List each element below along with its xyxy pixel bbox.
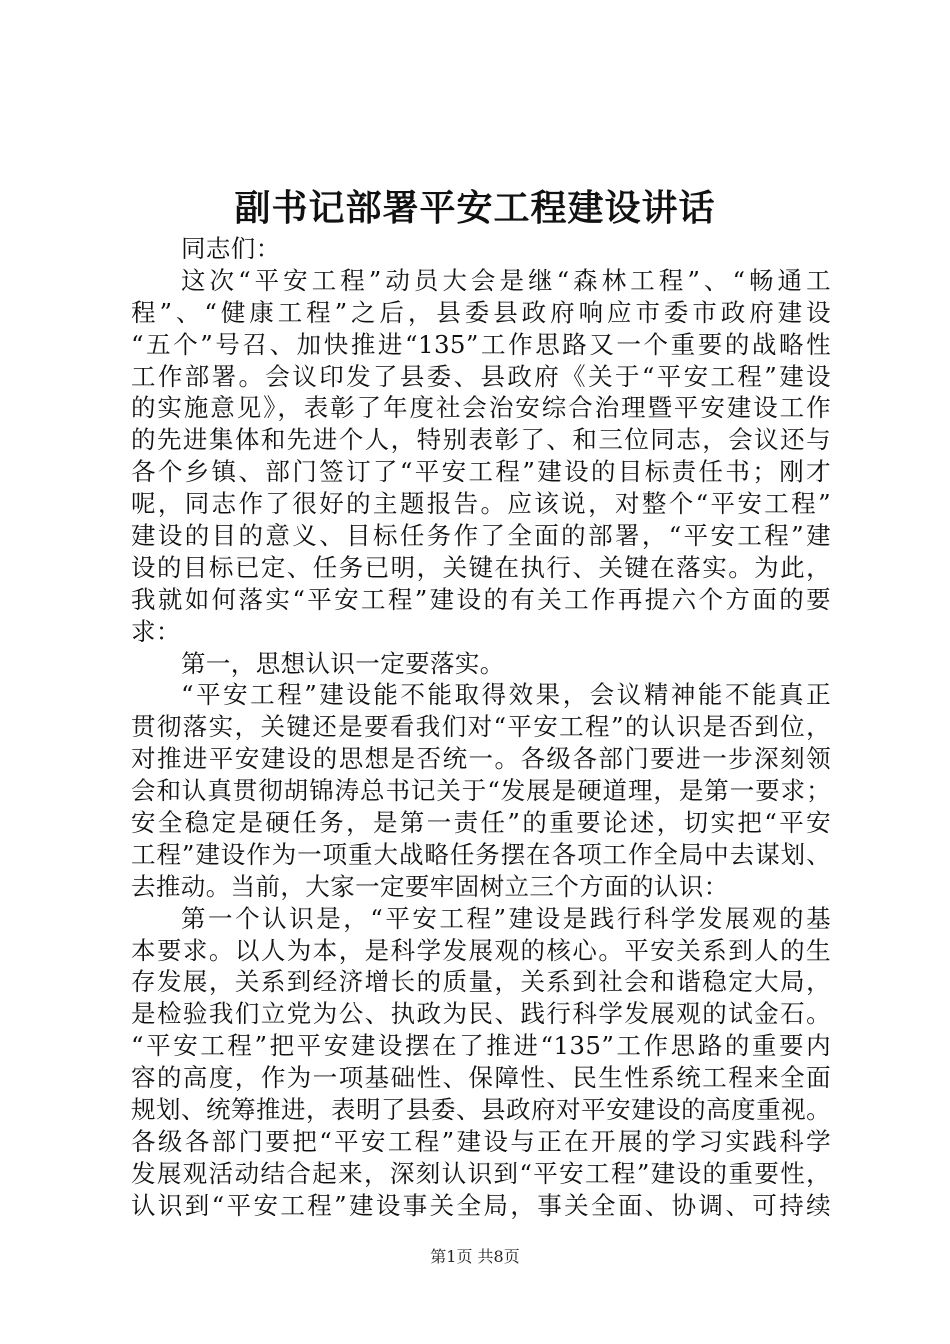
text-line: 工作部署。会议印发了县委、县政府《关于“平安工程”建设 (131, 361, 831, 391)
text-line: 同志们： (181, 234, 281, 263)
text-line: 本要求。以人为本，是科学发展观的核心。平安关系到人的生 (131, 935, 831, 965)
text-line: 存发展，关系到经济增长的质量，关系到社会和谐稳定大局， (131, 967, 831, 997)
text-line: 去推动。当前，大家一定要牢固树立三个方面的认识： (131, 871, 729, 901)
text-line: 建设的目的意义、目标任务作了全面的部署，“平安工程”建 (131, 521, 831, 551)
text-line: 的先进集体和先进个人，特别表彰了、和三位同志，会议还与 (131, 425, 831, 455)
text-line: 对推进平安建设的思想是否统一。各级各部门要进一步深刻领 (131, 744, 831, 774)
page-number-footer: 第1页 共8页 (430, 1247, 520, 1266)
document-body (131, 233, 831, 1222)
text-line: 工程”建设作为一项重大战略任务摆在各项工作全局中去谋划、 (131, 839, 831, 869)
text-line: 各个乡镇、部门签订了“平安工程”建设的目标责任书；刚才 (131, 457, 831, 487)
text-line: 各级各部门要把“平安工程”建设与正在开展的学习实践科学 (131, 1126, 831, 1156)
text-line: 第一个认识是，“平安工程”建设是践行科学发展观的基 (181, 903, 831, 933)
text-line: 程”、“健康工程”之后，县委县政府响应市委市政府建设 (131, 297, 831, 327)
text-line: 的实施意见》，表彰了年度社会治安综合治理暨平安建设工作 (131, 393, 831, 423)
text-line: 设的目标已定、任务已明，关键在执行、关键在落实。为此， (131, 552, 831, 582)
text-line: 呢，同志作了很好的主题报告。应该说，对整个“平安工程” (131, 489, 831, 519)
document-title: 副书记部署平安工程建设讲话 (234, 187, 716, 229)
text-line: 发展观活动结合起来，深刻认识到“平安工程”建设的重要性， (131, 1158, 831, 1188)
text-line: 安全稳定是硬任务，是第一责任”的重要论述，切实把“平安 (131, 808, 831, 838)
text-line: 规划、统筹推进，表明了县委、县政府对平安建设的高度重视。 (131, 1095, 831, 1125)
text-line: 是检验我们立党为公、执政为民、践行科学发展观的试金石。 (131, 999, 831, 1029)
text-line: “平安工程”建设能不能取得效果，会议精神能不能真正 (181, 680, 831, 710)
text-line: “五个”号召、加快推进“135”工作思路又一个重要的战略性 (131, 329, 831, 359)
text-line: “平安工程”把平安建设摆在了推进“135”工作思路的重要内 (131, 1031, 831, 1061)
text-line: 我就如何落实“平安工程”建设的有关工作再提六个方面的要 (131, 584, 831, 614)
text-line: 容的高度，作为一项基础性、保障性、民生性系统工程来全面 (131, 1063, 831, 1093)
text-line: 贯彻落实，关键还是要看我们对“平安工程”的认识是否到位， (131, 712, 831, 742)
text-line: 这次“平安工程”动员大会是继“森林工程”、“畅通工 (181, 265, 831, 295)
section-heading: 第一，思想认识一定要落实。 (181, 648, 505, 678)
text-line: 求： (131, 616, 181, 646)
text-line: 会和认真贯彻胡锦涛总书记关于“发展是硬道理，是第一要求； (131, 776, 831, 806)
text-line: 认识到“平安工程”建设事关全局，事关全面、协调、可持续 (131, 1190, 831, 1220)
